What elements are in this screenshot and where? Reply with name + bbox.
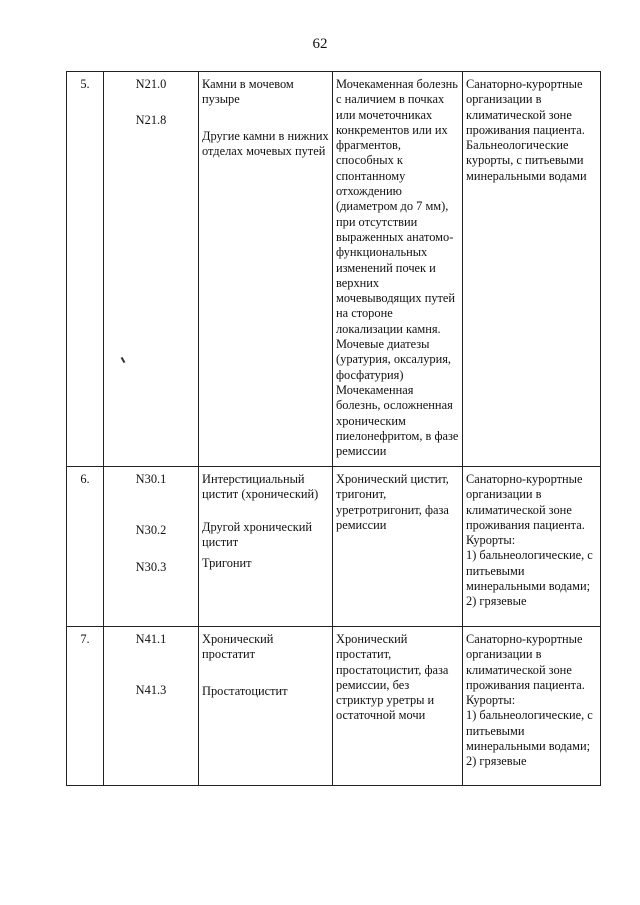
- icd-code: N21.8: [135, 113, 167, 128]
- conditions-cell: Хронический цистит, тригонит, уретротригонит, фаза ремиссии: [333, 467, 463, 627]
- organizations-item: 1) бальнеологические, с питьевыми минеральными водами;: [466, 708, 593, 754]
- conditions-cell: Хронический простатит, простатоцистит, фаза ремиссии, без стриктур уретры и остаточной мочи: [333, 627, 463, 786]
- conditions-cell: Мочекаменная болезнь с наличием в почках или мочеточниках конкрементов или их фрагментов, способных к спонтанному отхождению (диаметром до 7 мм), при отсутствии выраженных анатомо-функциональных изменений почек и верхних мочевыводящих путей на стороне локализации камня. Мочевые диатезы (уратурия, оксалурия, фосфатурия) Мочекаменная болезнь, осложненная хроническим пиелонефритом, в фазе ремиссии: [333, 72, 463, 467]
- icd-codes-cell: [104, 467, 199, 627]
- icd-code: N41.3: [135, 683, 167, 698]
- disease-name: Другой хронический цистит: [202, 519, 313, 549]
- icd-code: N30.3: [135, 559, 167, 574]
- row-number: 7.: [67, 627, 104, 786]
- organizations-item: 1) бальнеологические, с питьевыми минеральными водами;: [466, 548, 593, 594]
- table-row: [67, 467, 601, 627]
- row-number: 6.: [67, 467, 104, 627]
- page-number: 62: [312, 36, 328, 52]
- table-row: [67, 72, 601, 467]
- disease-name: Тригонит: [202, 556, 252, 571]
- row-number: 5.: [67, 72, 104, 467]
- organizations-item: 2) грязевые: [466, 754, 527, 769]
- icd-code: N30.2: [135, 523, 167, 538]
- icd-code: N21.0: [135, 77, 167, 91]
- disease-names-cell: [199, 467, 333, 627]
- icd-codes-cell: [104, 627, 199, 786]
- table-row: [67, 627, 601, 786]
- icd-codes-cell: [104, 72, 199, 467]
- disease-names-cell: [199, 72, 333, 467]
- organizations-intro: Санаторно-курортные организации в климатической зоне проживания пациента. Курорты:: [466, 472, 585, 548]
- treatment-table: [66, 71, 601, 786]
- disease-name: Камни в мочевом пузыре: [202, 77, 294, 107]
- icd-code: N41.1: [135, 632, 167, 646]
- disease-name: Простатоцистит: [202, 683, 288, 698]
- organizations-cell: [463, 627, 601, 786]
- disease-name: Хронический простатит: [202, 632, 274, 662]
- disease-names-cell: [199, 627, 333, 786]
- organizations-cell: Санаторно-курортные организации в климатической зоне проживания пациента. Бальнеологические курорты, с питьевыми минеральными водами: [463, 72, 601, 467]
- disease-name: Другие камни в нижних отделах мочевых путей: [202, 128, 329, 158]
- disease-name: Интерстициальный цистит (хронический): [202, 472, 319, 502]
- organizations-intro: Санаторно-курортные организации в климатической зоне проживания пациента. Курорты:: [466, 632, 585, 708]
- icd-code: N30.1: [135, 472, 167, 486]
- organizations-item: 2) грязевые: [466, 594, 527, 609]
- organizations-cell: [463, 467, 601, 627]
